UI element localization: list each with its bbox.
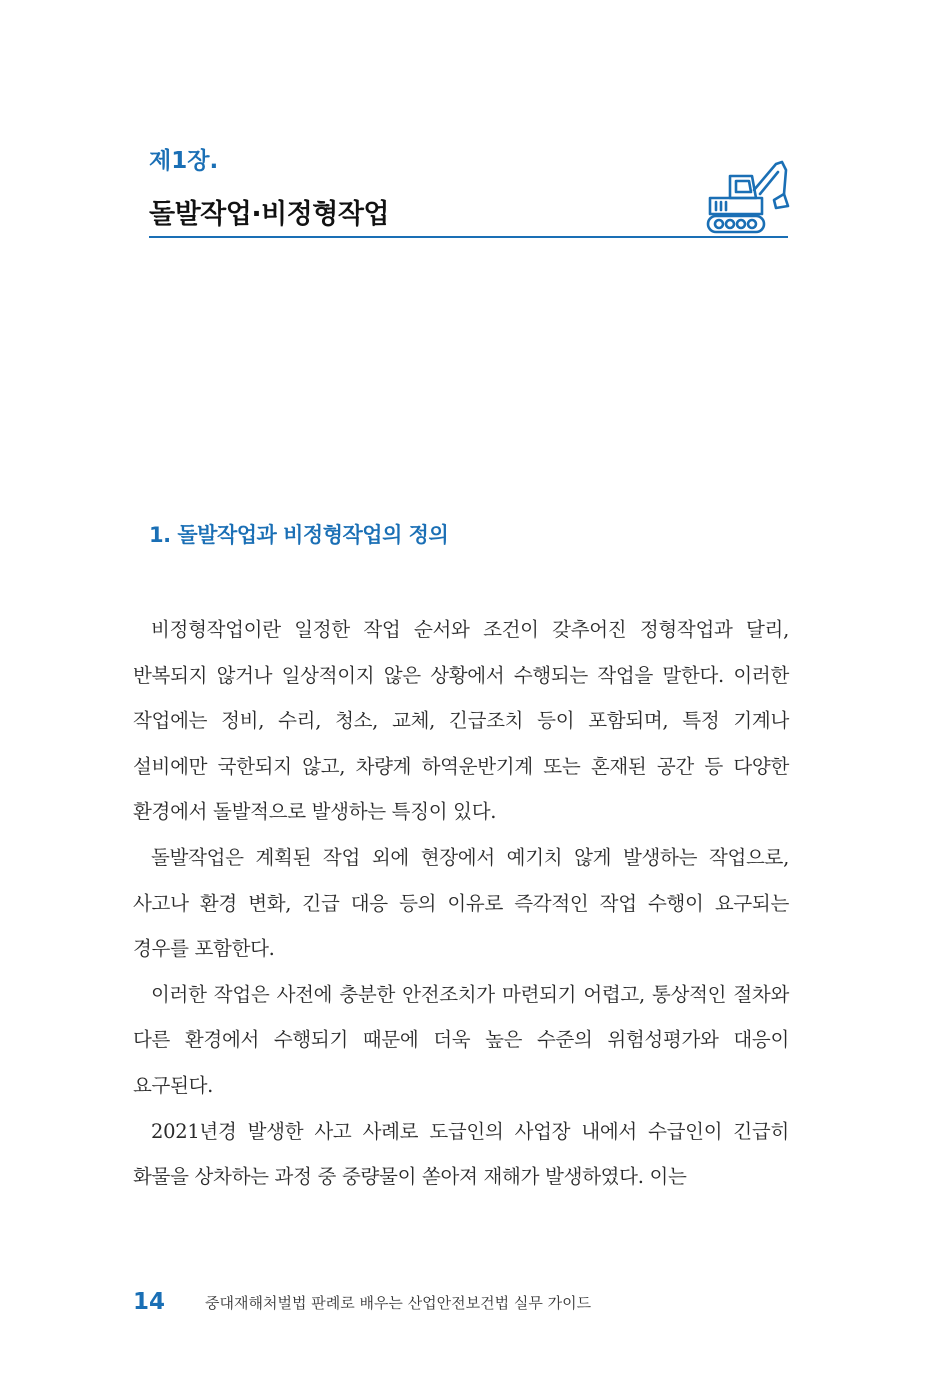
page-number: 14 bbox=[133, 1289, 166, 1315]
paragraph: 이러한 작업은 사전에 충분한 안전조치가 마련되기 어렵고, 통상적인 절차와 다른 환경에서 수행되기 때문에 더욱 높은 수준의 위험성평가와 대응이 요구된다. bbox=[133, 982, 789, 1097]
header-divider bbox=[149, 236, 788, 238]
paragraph: 2021년경 발생한 사고 사례로 도급인의 사업장 내에서 수급인이 긴급히 화물을 상차하는 과정 중 중량물이 쏟아져 재해가 발생하였다. 이는 bbox=[133, 1119, 789, 1189]
page-footer bbox=[133, 1287, 591, 1317]
body-text bbox=[133, 607, 789, 1200]
chapter-title: 돌발작업·비정형작업 bbox=[149, 199, 389, 230]
book-title: 중대재해처벌법 판례로 배우는 산업안전보건법 실무 가이드 bbox=[205, 1293, 592, 1312]
section-heading: 1. 돌발작업과 비정형작업의 정의 bbox=[149, 523, 449, 547]
excavator-icon bbox=[700, 156, 792, 236]
chapter-label: 제1장. bbox=[149, 148, 219, 174]
paragraph: 돌발작업은 계획된 작업 외에 현장에서 예기치 않게 발생하는 작업으로, 사고나 환경 변화, 긴급 대응 등의 이유로 즉각적인 작업 수행이 요구되는 경우를 포함한다. bbox=[133, 845, 789, 961]
paragraph: 비정형작업이란 일정한 작업 순서와 조건이 갖추어진 정형작업과 달리, 반복되지 않거나 일상적이지 않은 상황에서 수행되는 작업을 말한다. 이러한 작업에는 정비, 수리, 청소, 교체, 긴급조치 등이 포함되며, 특정 기계나 설비에만 국한되지 않고, 차량계 하역운반기계 또는 혼재된 공간 등 다양한 환경에서 돌발적으로 발생하는 특징이 있다. bbox=[133, 618, 789, 824]
